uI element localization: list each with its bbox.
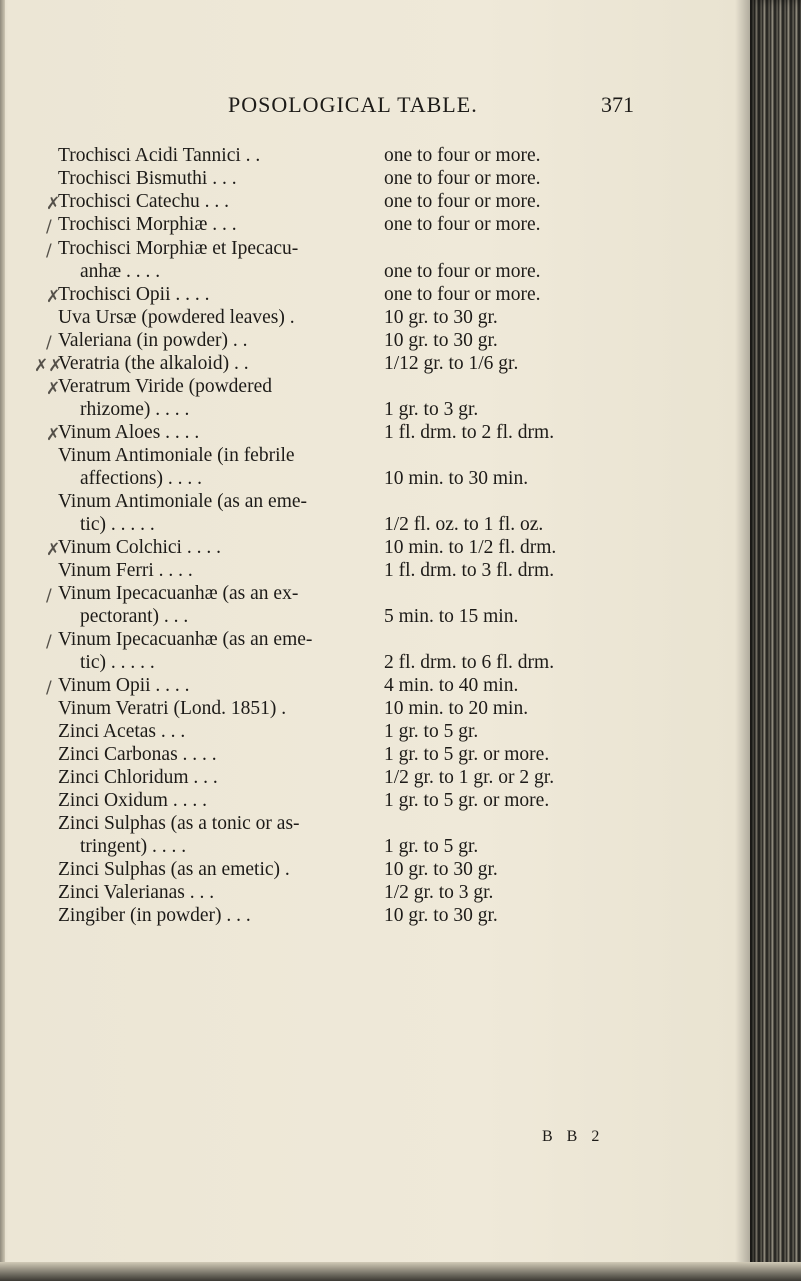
table-row: [0, 789, 740, 813]
table-row: [0, 513, 740, 537]
table-row: [0, 812, 740, 836]
drug-name-continued: tringent) . . . .: [80, 836, 187, 857]
dose-range: one to four or more.: [384, 261, 541, 282]
dose-range: 10 gr. to 30 gr.: [384, 307, 498, 328]
check-mark-icon: ✗: [46, 379, 61, 399]
drug-name: Zinci Valerianas . . .: [58, 882, 215, 903]
drug-name: Vinum Opii . . . .: [58, 675, 190, 696]
drug-name: Vinum Colchici . . . .: [58, 537, 221, 558]
table-row: [0, 398, 740, 422]
drug-name: Valeriana (in powder) . .: [58, 330, 248, 351]
drug-name: Vinum Ipecacuanhæ (as an ex-: [58, 583, 299, 604]
check-mark-icon: ✗: [46, 194, 61, 214]
dose-range: 1/2 gr. to 3 gr.: [384, 882, 494, 903]
table-row: [0, 375, 740, 399]
table-row: [0, 352, 740, 376]
table-row: [0, 858, 740, 882]
drug-name: Vinum Ipecacuanhæ (as an eme-: [58, 629, 313, 650]
drug-name: Trochisci Opii . . . .: [58, 284, 210, 305]
dose-range: one to four or more.: [384, 284, 541, 305]
drug-name: Uva Ursæ (powdered leaves) .: [58, 307, 295, 328]
drug-name-continued: tic) . . . . .: [80, 652, 155, 673]
dose-range: 1 fl. drm. to 2 fl. drm.: [384, 422, 555, 443]
drug-name: Vinum Antimoniale (in febrile: [58, 445, 295, 466]
dose-range: one to four or more.: [384, 214, 541, 235]
drug-name: Trochisci Bismuthi . . .: [58, 168, 237, 189]
drug-name: Trochisci Acidi Tannici . .: [58, 145, 261, 166]
check-mark-icon: ✗: [46, 287, 61, 307]
table-row: [0, 697, 740, 721]
dose-range: 10 gr. to 30 gr.: [384, 905, 498, 926]
drug-name: Vinum Veratri (Lond. 1851) .: [58, 698, 287, 719]
table-row: [0, 582, 740, 606]
table-row: [0, 490, 740, 514]
dose-range: 1 gr. to 5 gr. or more.: [384, 744, 550, 765]
table-row: [0, 904, 740, 928]
table-row: [0, 283, 740, 307]
table-row: [0, 237, 740, 261]
drug-name-continued: tic) . . . . .: [80, 514, 155, 535]
table-row: [0, 766, 740, 790]
table-row: [0, 167, 740, 191]
pencil-slash-icon: /: [46, 678, 52, 698]
dose-range: 5 min. to 15 min.: [384, 606, 519, 627]
dose-range: one to four or more.: [384, 168, 541, 189]
drug-name: Zinci Carbonas . . . .: [58, 744, 217, 765]
table-row: [0, 306, 740, 330]
drug-name: Zinci Sulphas (as a tonic or as-: [58, 813, 300, 834]
dose-range: 10 min. to 1/2 fl. drm.: [384, 537, 557, 558]
drug-name: Zingiber (in powder) . . .: [58, 905, 251, 926]
dose-range: 1 gr. to 5 gr.: [384, 721, 479, 742]
sheet-signature: B B 2: [542, 1128, 605, 1145]
drug-name: Trochisci Catechu . . .: [58, 191, 229, 212]
table-row: [0, 213, 740, 237]
dose-range: 2 fl. drm. to 6 fl. drm.: [384, 652, 555, 673]
pencil-slash-icon: /: [46, 632, 52, 652]
drug-name: Vinum Ferri . . . .: [58, 560, 193, 581]
check-mark-icon: ✗: [46, 425, 61, 445]
check-mark-icon: ✗: [46, 540, 61, 560]
dose-range: 4 min. to 40 min.: [384, 675, 519, 696]
pencil-slash-icon: /: [46, 333, 52, 353]
drug-name: Trochisci Morphiæ et Ipecacu-: [58, 238, 299, 259]
table-row: [0, 467, 740, 491]
table-row: [0, 651, 740, 675]
dose-range: 1 gr. to 3 gr.: [384, 399, 479, 420]
dose-range: 10 min. to 20 min.: [384, 698, 529, 719]
table-row: [0, 329, 740, 353]
table-row: [0, 190, 740, 214]
dose-range: 1/12 gr. to 1/6 gr.: [384, 353, 519, 374]
table-row: [0, 559, 740, 583]
table-row: [0, 720, 740, 744]
drug-name-continued: pectorant) . . .: [80, 606, 189, 627]
dose-range: 1 gr. to 5 gr.: [384, 836, 479, 857]
pencil-slash-icon: /: [46, 241, 52, 261]
dose-range: one to four or more.: [384, 145, 541, 166]
pencil-slash-icon: /: [46, 586, 52, 606]
dose-range: 1 gr. to 5 gr. or more.: [384, 790, 550, 811]
double-check-mark-icon: ✗✗: [34, 356, 63, 376]
dose-range: one to four or more.: [384, 191, 541, 212]
dose-range: 10 gr. to 30 gr.: [384, 330, 498, 351]
dose-range: 10 gr. to 30 gr.: [384, 859, 498, 880]
table-row: [0, 421, 740, 445]
table-row: [0, 144, 740, 168]
table-row: [0, 628, 740, 652]
drug-name: Veratrum Viride (powdered: [58, 376, 272, 397]
drug-name: Zinci Chloridum . . .: [58, 767, 218, 788]
dose-range: 1/2 gr. to 1 gr. or 2 gr.: [384, 767, 555, 788]
drug-name: Vinum Aloes . . . .: [58, 422, 200, 443]
table-row: [0, 536, 740, 560]
pencil-slash-icon: /: [46, 217, 52, 237]
page-number: 371: [601, 92, 634, 117]
table-row: [0, 444, 740, 468]
drug-name: Zinci Oxidum . . . .: [58, 790, 207, 811]
drug-name: Veratria (the alkaloid) . .: [58, 353, 249, 374]
drug-name-continued: affections) . . . .: [80, 468, 203, 489]
drug-name: Zinci Acetas . . .: [58, 721, 186, 742]
dose-range: 1 fl. drm. to 3 fl. drm.: [384, 560, 555, 581]
dose-range: 10 min. to 30 min.: [384, 468, 529, 489]
table-row: [0, 881, 740, 905]
table-row: [0, 674, 740, 698]
table-row: [0, 835, 740, 859]
drug-name: Vinum Antimoniale (as an eme-: [58, 491, 308, 512]
dose-range: 1/2 fl. oz. to 1 fl. oz.: [384, 514, 544, 535]
table-row: [0, 260, 740, 284]
page-title: POSOLOGICAL TABLE.: [228, 92, 478, 117]
table-row: [0, 743, 740, 767]
drug-name: Zinci Sulphas (as an emetic) .: [58, 859, 290, 880]
table-row: [0, 605, 740, 629]
drug-name-continued: rhizome) . . . .: [80, 399, 190, 420]
drug-name-continued: anhæ . . . .: [80, 261, 161, 282]
drug-name: Trochisci Morphiæ . . .: [58, 214, 237, 235]
